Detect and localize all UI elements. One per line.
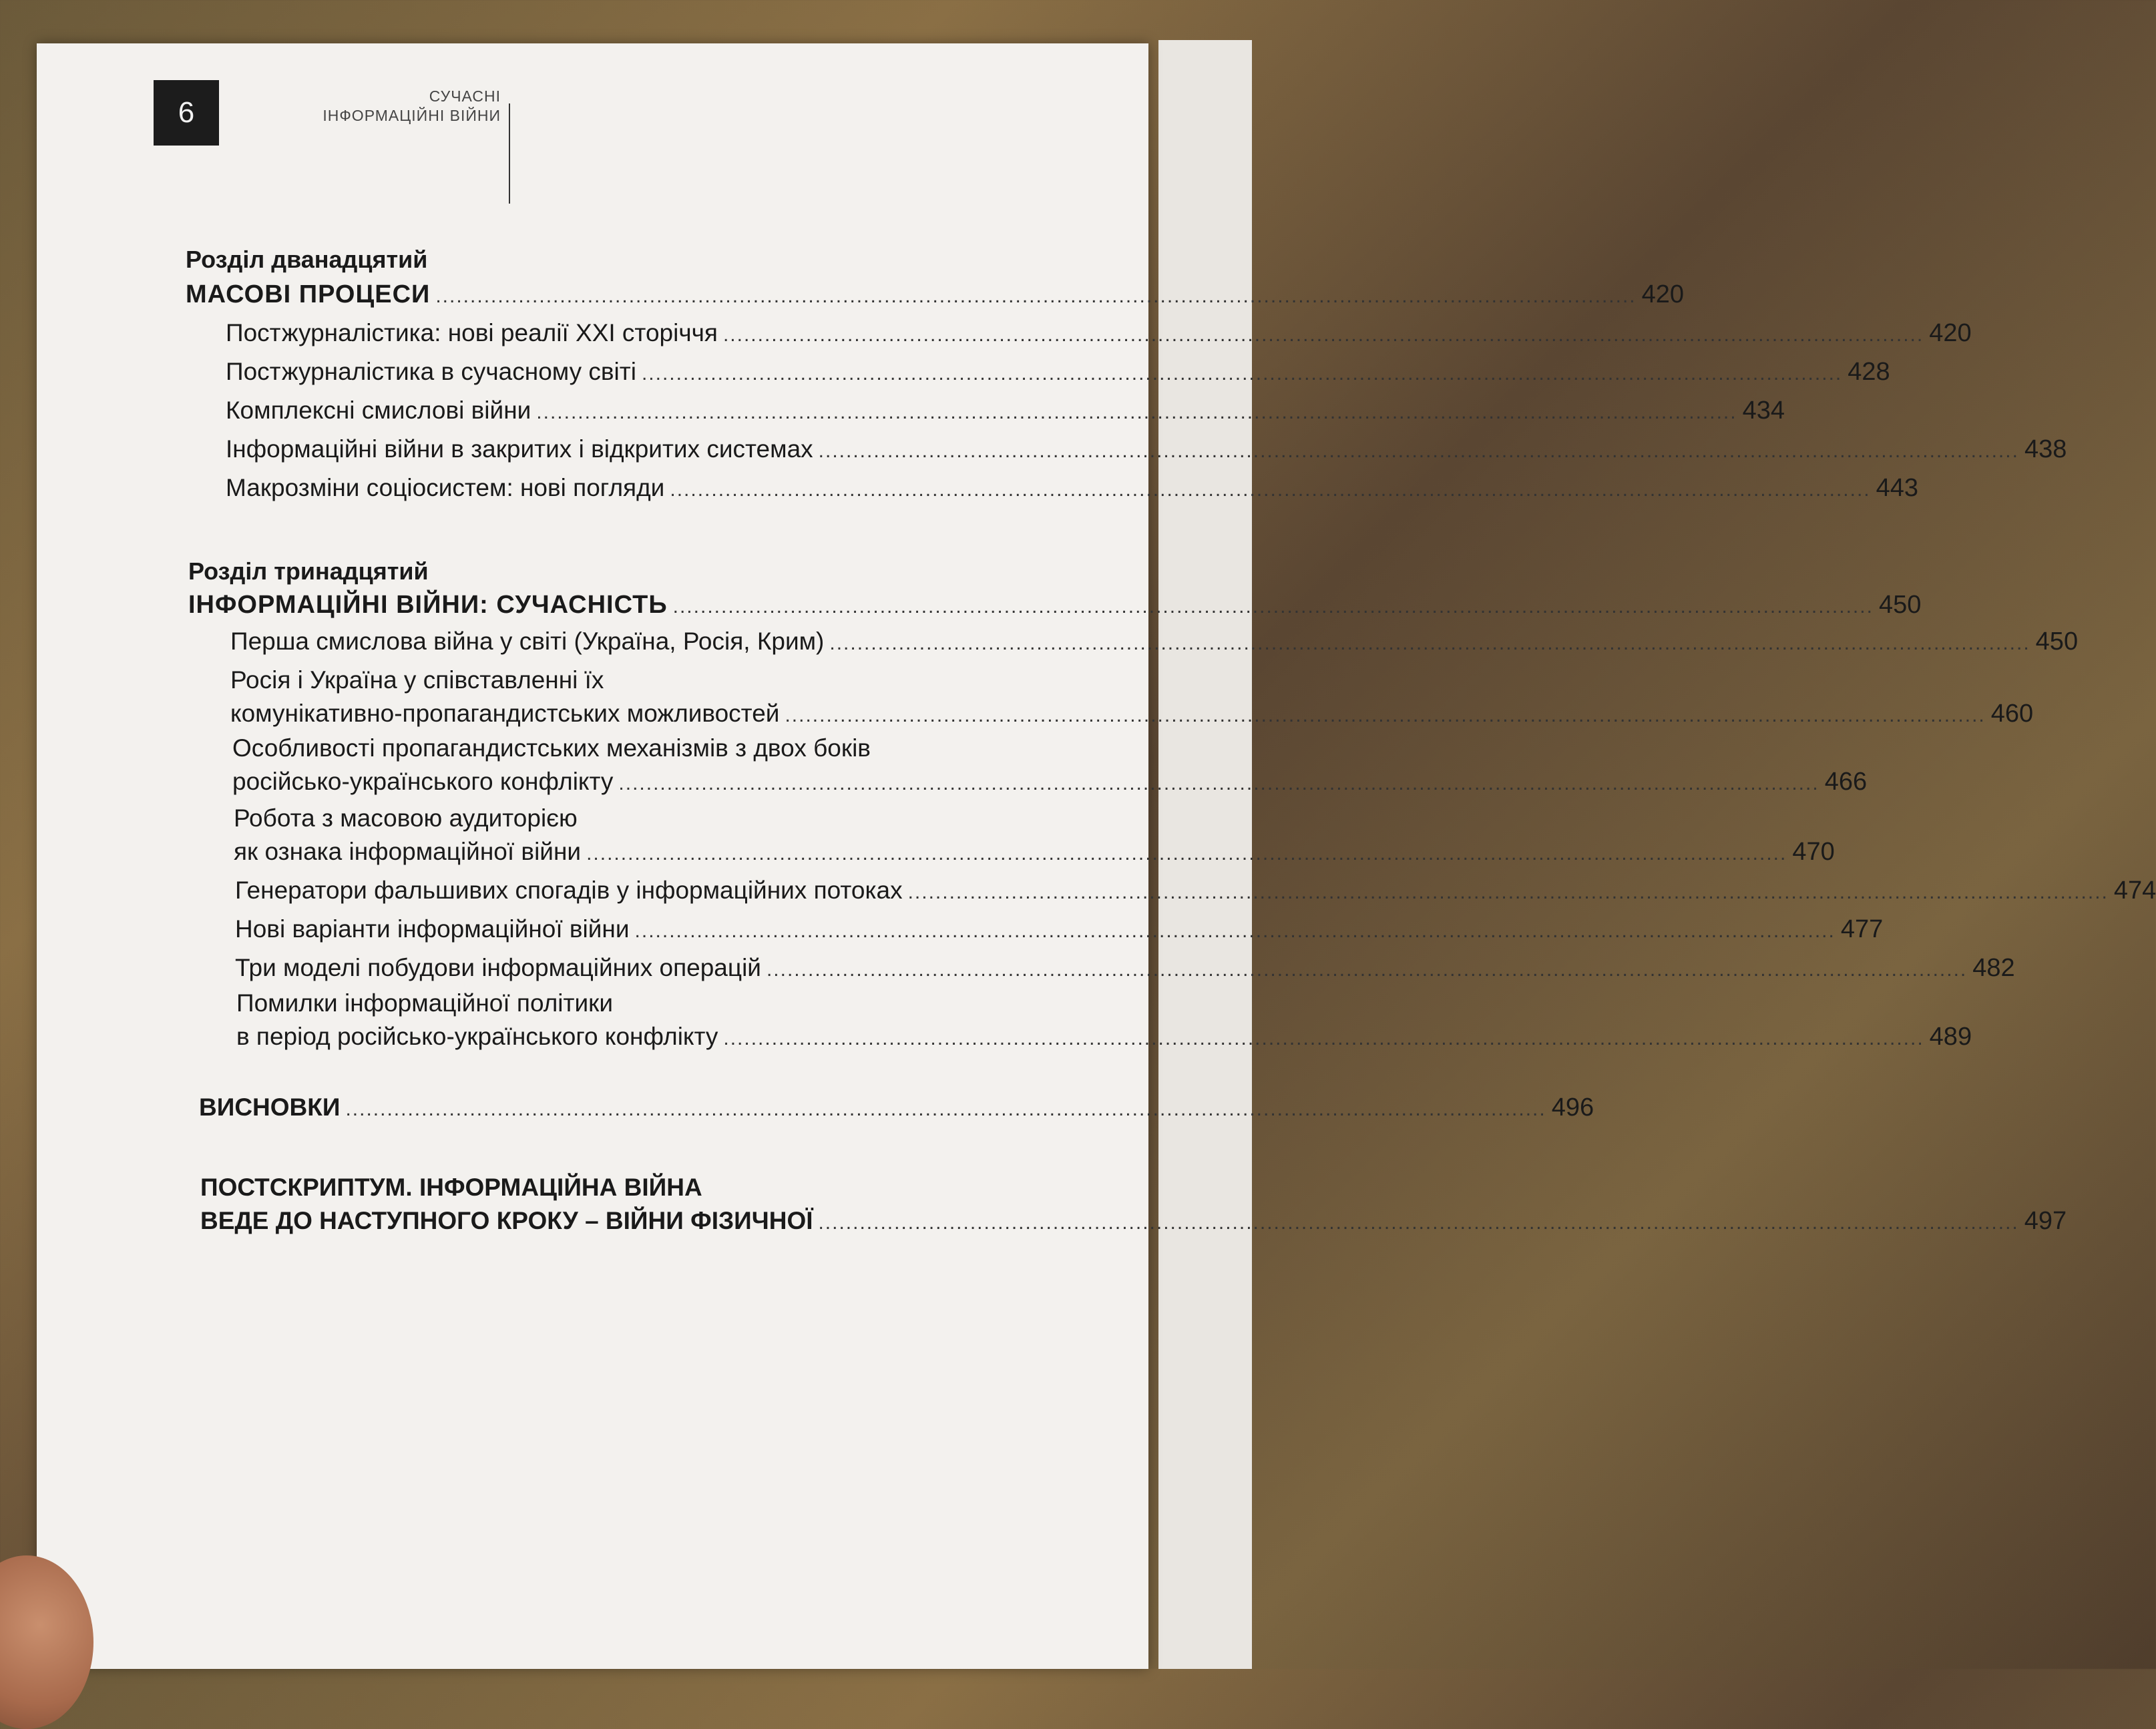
toc-entry-line1: Росія і Україна у співставленні їх [230, 666, 604, 694]
toc-entry[interactable] [235, 915, 1884, 944]
dot-leader: .............................................................................................................................................................................. [829, 632, 2030, 654]
page-ref: 474 [2113, 877, 2156, 905]
dot-leader: .............................................................................................................................................................................. [586, 842, 1787, 864]
toc-entry-title: Перша смислова війна у світі (Україна, Росія, Крим) [230, 628, 825, 655]
toc-entry-line1: Помилки інформаційної політики [236, 989, 613, 1017]
toc-entry-title: Нові варіанти інформаційної війни [235, 915, 630, 943]
dot-leader: .............................................................................................................................................................................. [618, 772, 1819, 794]
toc-entry[interactable] [226, 319, 1972, 348]
dot-leader: .............................................................................................................................................................................. [435, 285, 1637, 307]
dot-leader: .............................................................................................................................................................................. [907, 881, 2109, 903]
toc-entry-title: Комплексні смислові війни [226, 397, 531, 424]
page-number-badge: 6 [154, 80, 219, 146]
chapter13-title: ІНФОРМАЦІЙНІ ВІЙНИ: СУЧАСНІСТЬ [188, 591, 668, 619]
toc-entry-title: як ознака інформаційної війни [234, 838, 582, 865]
toc-entry-line1: Особливості пропагандистських механізмів з двох боків [232, 734, 871, 762]
page-ref: 482 [1972, 954, 2015, 982]
page-ref: 497 [2024, 1207, 2067, 1235]
dot-leader: .............................................................................................................................................................................. [766, 959, 1968, 981]
dot-leader: .............................................................................................................................................................................. [723, 1027, 1924, 1049]
dot-leader: .............................................................................................................................................................................. [670, 479, 1871, 501]
postscript-line1: ПОСТСКРИПТУМ. ІНФОРМАЦІЙНА ВІЙНА [200, 1174, 702, 1201]
page-ref: 470 [1792, 838, 1835, 866]
page-ref: 496 [1551, 1093, 1594, 1122]
page-ref: 434 [1742, 397, 1785, 425]
toc-entry[interactable] [226, 358, 1890, 387]
toc-entry[interactable] [235, 954, 2015, 983]
conclusions-title: ВИСНОВКИ [199, 1093, 341, 1121]
toc-entry[interactable] [234, 838, 1835, 867]
toc-entry-title: Генератори фальшивих спогадів у інформаційних потоках [235, 877, 903, 904]
postscript-title: ВЕДЕ ДО НАСТУПНОГО КРОКУ – ВІЙНИ ФІЗИЧНОЇ [200, 1207, 813, 1234]
toc-entry-title: Постжурналістика в сучасному світі [226, 358, 636, 385]
toc-entry[interactable] [230, 700, 2034, 728]
chapter12-title-row[interactable] [186, 280, 1685, 309]
toc-entry-title: в період російсько-українського конфлікту [236, 1023, 718, 1050]
page-ref: 438 [2024, 435, 2067, 463]
page-ref: 420 [1641, 280, 1685, 308]
toc-entry-line1: Робота з масовою аудиторією [234, 804, 578, 832]
page-ref: 450 [2035, 628, 2079, 656]
toc-entry[interactable] [226, 474, 1919, 503]
chapter13-label: Розділ тринадцятий [188, 557, 429, 585]
conclusions-row[interactable] [199, 1093, 1594, 1122]
dot-leader: .............................................................................................................................................................................. [536, 401, 1737, 423]
toc-entry-title: Постжурналістика: нові реалії XXI сторіччя [226, 319, 718, 346]
page-ref: 460 [1990, 700, 2034, 728]
dot-leader: .............................................................................................................................................................................. [818, 1212, 2019, 1234]
page-ref: 443 [1876, 474, 1919, 502]
page-ref: 428 [1848, 358, 1890, 386]
postscript-row[interactable] [200, 1207, 2067, 1236]
toc-entry[interactable] [235, 877, 2156, 905]
toc-entry[interactable] [236, 1023, 1972, 1051]
dot-leader: .............................................................................................................................................................................. [785, 704, 1986, 726]
toc-entry[interactable] [226, 435, 2067, 464]
toc-entry-title: російсько-українського конфлікту [232, 768, 614, 795]
page-ref: 489 [1929, 1023, 1972, 1051]
running-header-line1: СУЧАСНІ [429, 87, 501, 105]
page-ref: 450 [1878, 591, 1922, 619]
dot-leader: .............................................................................................................................................................................. [672, 595, 1874, 618]
dot-leader: .............................................................................................................................................................................. [722, 324, 1924, 346]
toc-entry[interactable] [230, 628, 2079, 656]
chapter12-label: Розділ дванадцятий [186, 246, 428, 273]
page-ref: 466 [1824, 768, 1868, 796]
chapter12-title: МАСОВІ ПРОЦЕСИ [186, 280, 431, 308]
toc-entry[interactable] [232, 768, 1868, 796]
toc-entry-title: Три моделі побудови інформаційних операцій [235, 954, 761, 981]
page-ref: 477 [1840, 915, 1884, 943]
dot-leader: .............................................................................................................................................................................. [818, 440, 2019, 462]
dot-leader: .............................................................................................................................................................................. [634, 920, 1836, 942]
running-header-line2: ІНФОРМАЦІЙНІ ВІЙНИ [322, 107, 501, 124]
toc-entry-title: комунікативно-пропагандистських можливостей [230, 700, 780, 727]
toc-entry-title: Макрозміни соціосистем: нові погляди [226, 474, 665, 501]
dot-leader: .............................................................................................................................................................................. [641, 362, 1843, 385]
chapter13-title-row[interactable] [188, 591, 1922, 620]
dot-leader: .............................................................................................................................................................................. [345, 1098, 1546, 1120]
toc-entry-title: Інформаційні війни в закритих і відкритих системах [226, 435, 813, 463]
page-ref: 420 [1929, 319, 1972, 347]
toc-entry[interactable] [226, 397, 1785, 425]
